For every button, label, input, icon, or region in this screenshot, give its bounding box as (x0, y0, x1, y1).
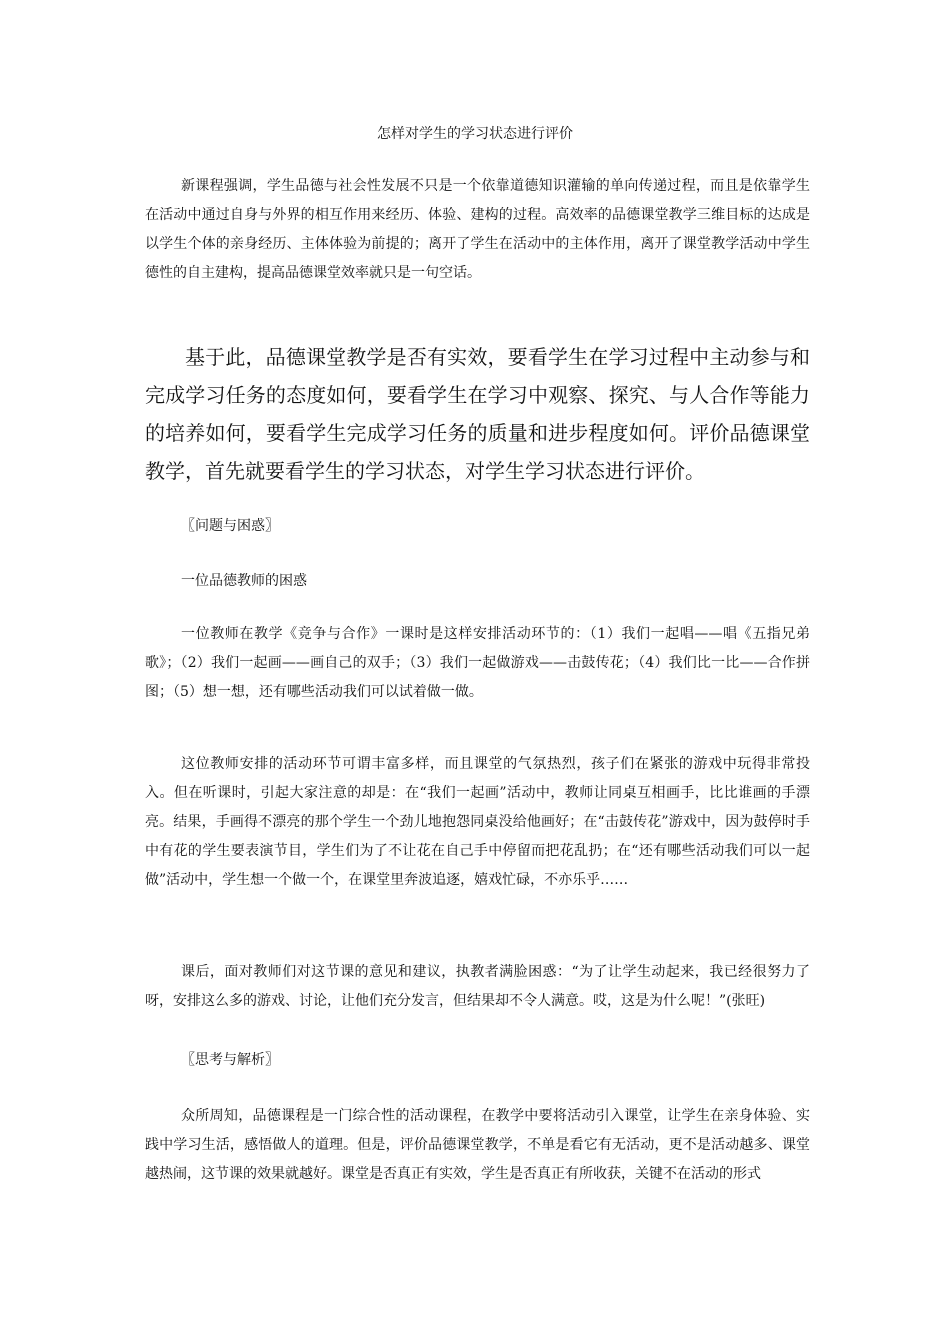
paragraph-analysis: 众所周知，品德课程是一门综合性的活动课程，在教学中要将活动引入课堂，让学生在亲身体验、实践中学习生活，感悟做人的道理。但是，评价品德课堂教学，不单是看它有无活动，更不是活动越多、课堂越热闹，这节课的效果就越好。课堂是否真正有实效，学生是否真正有所收获，关键不在活动的形式 (145, 1108, 810, 1182)
subheading-teacher-confusion: 一位品德教师的困惑 (181, 573, 307, 589)
section-heading-analysis: 〖思考与解析〗 (181, 1052, 279, 1068)
paragraph-classroom-observation: 这位教师安排的活动环节可谓丰富多样，而且课堂的气氛热烈，孩子们在紧张的游戏中玩得非常投入。但在听课时，引起大家注意的却是：在“我们一起画”活动中，教师让同桌互相画手，比比谁画的手漂亮。结果，手画得不漂亮的那个学生一个劲儿地抱怨同桌没给他画好；在“击鼓传花”游戏中，因为鼓停时手中有花的学生要表演节目，学生们为了不让花在自己手中停留而把花乱扔；在“还有哪些活动我们可以一起做”活动中，学生想一个做一个，在课堂里奔波追逐，嬉戏忙碌，不亦乐乎…… (145, 756, 810, 888)
paragraph-activity-list: 一位教师在教学《竞争与合作》一课时是这样安排活动环节的：（1）我们一起唱——唱《五指兄弟歌》；（2）我们一起画——画自己的双手；（3）我们一起做游戏——击鼓传花；（4）我们比一比——合作拼图；（5）想一想，还有哪些活动我们可以试着做一做。 (145, 626, 810, 700)
paragraph-teacher-reflection: 课后，面对教师们对这节课的意见和建议，执教者满脸困惑：“为了让学生动起来，我已经很努力了呀，安排这么多的游戏、讨论，让他们充分发言，但结果却不令人满意。哎，这是为什么呢！”(张旺) (145, 964, 810, 1009)
document-title: 怎样对学生的学习状态进行评价 (377, 126, 573, 142)
paragraph-evaluation-basis: 基于此，品德课堂教学是否有实效，要看学生在学习过程中主动参与和完成学习任务的态度如何，要看学生在学习中观察、探究、与人合作等能力的培养如何，要看学生完成学习任务的质量和进步程度如何。评价品德课堂教学，首先就要看学生的学习状态，对学生学习状态进行评价。 (145, 345, 810, 483)
section-heading-problem: 〖问题与困惑〗 (181, 518, 279, 534)
paragraph-intro: 新课程强调，学生品德与社会性发展不只是一个依靠道德知识灌输的单向传递过程，而且是依靠学生在活动中通过自身与外界的相互作用来经历、体验、建构的过程。高效率的品德课堂教学三维目标的达成是以学生个体的亲身经历、主体体验为前提的；离开了学生在活动中的主体作用，离开了课堂教学活动中学生德性的自主建构，提高品德课堂效率就只是一句空话。 (145, 178, 810, 281)
